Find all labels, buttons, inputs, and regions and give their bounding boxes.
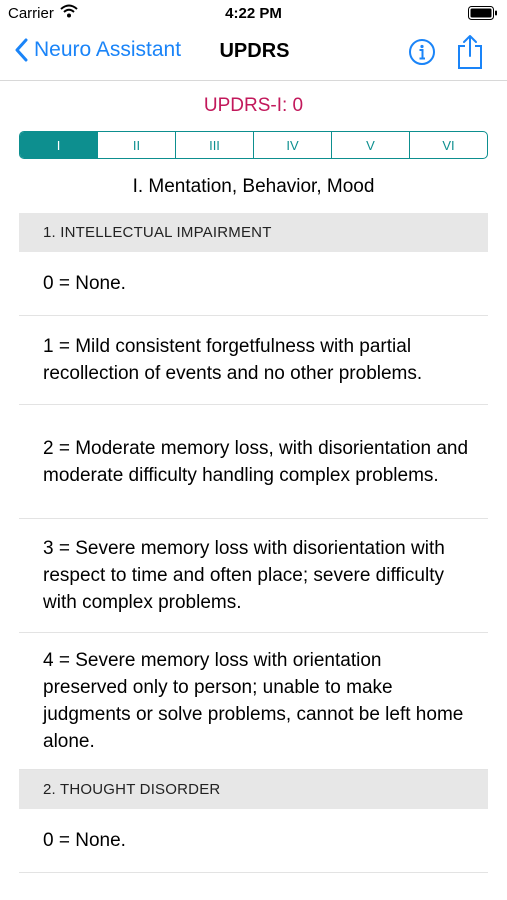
rating-option-text: 0 = None.: [43, 273, 126, 294]
rating-option-text: 0 = None.: [43, 830, 126, 851]
rating-option-text: 3 = Severe memory loss with disorientation with respect to time and often place; severe difficulty with complex problems.: [43, 538, 445, 613]
rating-option[interactable]: [19, 405, 488, 519]
segment-iii[interactable]: III: [175, 132, 253, 158]
carrier-label: Carrier: [8, 5, 54, 22]
back-button[interactable]: [14, 38, 181, 62]
rating-option[interactable]: [19, 633, 488, 770]
rating-option[interactable]: [19, 316, 488, 405]
clock-time: 4:22 PM: [225, 5, 282, 22]
segment-iv[interactable]: IV: [253, 132, 331, 158]
info-icon: [408, 38, 436, 66]
part-segmented-control: [19, 131, 488, 159]
rating-option[interactable]: [19, 809, 488, 873]
segment-i[interactable]: I: [20, 132, 97, 158]
rating-option[interactable]: [19, 519, 488, 633]
status-bar: [0, 0, 507, 26]
page-title: UPDRS: [219, 40, 290, 62]
info-button[interactable]: [408, 38, 436, 71]
rating-option[interactable]: [19, 252, 488, 316]
rating-option-text: 4 = Severe memory loss with orientation preserved only to person; unable to make judgments or solve problems, cannot be left home alone.: [43, 650, 464, 752]
updrs-score: UPDRS-I: 0: [203, 95, 304, 116]
chevron-left-icon: [14, 38, 28, 62]
rating-list: [19, 213, 488, 873]
navigation-bar: [0, 26, 507, 81]
segment-v[interactable]: V: [331, 132, 409, 158]
rating-option-text: 1 = Mild consistent forgetfulness with partial recollection of events and no other problems.: [43, 336, 423, 384]
back-button-label: Neuro Assistant: [34, 38, 182, 61]
section-header: 1. INTELLECTUAL IMPAIRMENT: [19, 213, 488, 252]
segment-ii[interactable]: II: [97, 132, 175, 158]
section-header: 2. THOUGHT DISORDER: [19, 770, 488, 809]
share-button[interactable]: [457, 34, 483, 75]
share-icon: [457, 34, 483, 70]
rating-option-text: 2 = Moderate memory loss, with disorientation and moderate difficulty handling complex problems.: [43, 437, 469, 486]
section-title: I. Mentation, Behavior, Mood: [132, 176, 375, 197]
segment-vi[interactable]: VI: [409, 132, 487, 158]
battery-icon: [468, 6, 498, 25]
